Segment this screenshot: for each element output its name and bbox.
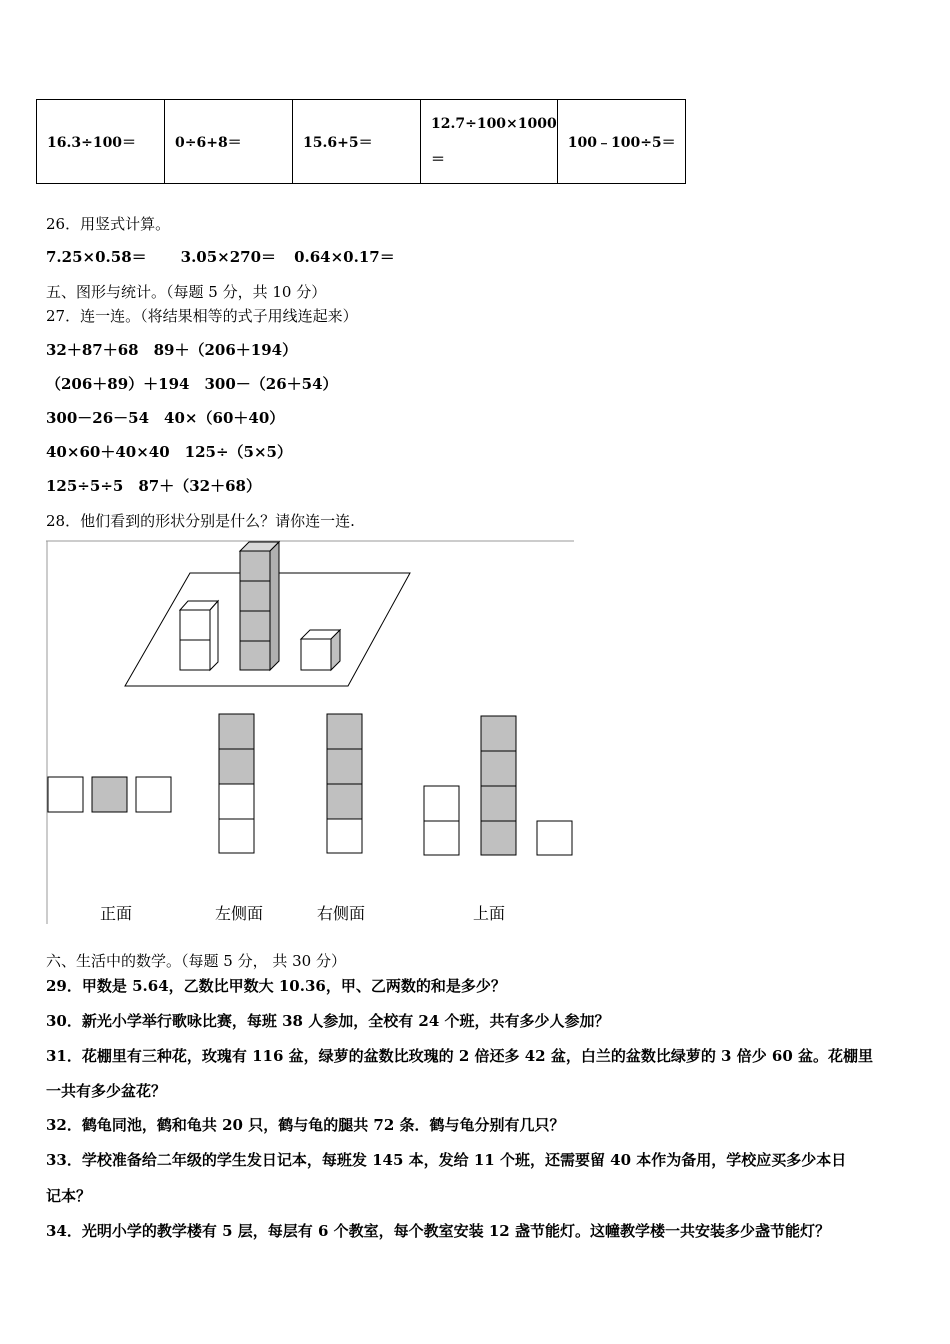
- section-6-heading: 六、生活中的数学。（每题 5 分， 共 30 分）: [46, 952, 346, 970]
- q31-line2: 一共有多少盆花？: [46, 1082, 167, 1100]
- q34: 34．光明小学的教学楼有 5 层，每层有 6 个教室，每个教室安装 12 盏节能灯。这幢教学楼一共安装多少盏节能灯？: [46, 1222, 830, 1240]
- q27-row-5: 125÷5÷5 87＋（32＋68）: [46, 477, 261, 495]
- q27-row-3: 300－26－54 40×（60＋40）: [46, 409, 285, 427]
- q26-item-2: 3.05×270＝: [180, 248, 277, 266]
- option-right-side-view: [327, 714, 362, 853]
- q29: 29．甲数是 5.64，乙数比甲数大 10.36，甲、乙两数的和是多少？: [46, 977, 506, 995]
- calc-cell-5: 100﹣100÷5＝: [557, 100, 685, 184]
- option-left-side-view: [219, 714, 254, 853]
- label-right-side: 右侧面: [317, 904, 366, 923]
- calc-cell-4-line1: 12.7÷100×1000: [431, 115, 557, 132]
- single-white-cube: [301, 630, 340, 670]
- q31-line1: 31．花棚里有三种花，玫瑰有 116 盆，绿萝的盆数比玫瑰的 2 倍还多 42 盆，白兰的盆数比绿萝的 3 倍少 60 盆。花棚里: [46, 1047, 874, 1065]
- q27-row-2: （206＋89）＋194 300－（26＋54）: [46, 375, 338, 393]
- q27-row-1: 32＋87＋68 89＋（206＋194）: [46, 341, 298, 359]
- calc-cell-4-line2: ＝: [431, 151, 445, 168]
- label-front: 正面: [100, 904, 133, 923]
- calculation-table: [36, 99, 686, 184]
- q28-title: 28．他们看到的形状分别是什么？请你连一连.: [46, 512, 355, 530]
- q30: 30．新光小学举行歌咏比赛，每班 38 人参加，全校有 24 个班，共有多少人参加？: [46, 1012, 610, 1030]
- calc-cell-3: 15.6+5＝: [293, 100, 421, 184]
- label-top: 上面: [473, 904, 506, 923]
- calc-cell-4: [421, 100, 558, 184]
- gray-cube-stack: [240, 542, 279, 670]
- q26-item-1: 7.25×0.58＝: [46, 248, 147, 266]
- q26-item-3: 0.64×0.17＝: [294, 248, 395, 266]
- q27-row-4: 40×60＋40×40 125÷（5×5）: [46, 443, 292, 461]
- cube-view-figure: [46, 540, 574, 924]
- q33-line2: 记本？: [46, 1187, 92, 1205]
- white-cube-stack: [180, 601, 218, 670]
- q26-title: 26．用竖式计算。: [46, 215, 171, 233]
- option-front-view: [48, 777, 171, 812]
- calc-cell-1: 16.3÷100＝: [37, 100, 165, 184]
- q33-line1: 33．学校准备给二年级的学生发日记本，每班发 145 本，发给 11 个班，还需要留 40 本作为备用，学校应买多少本日: [46, 1151, 847, 1169]
- option-top-view: [424, 716, 572, 855]
- calc-cell-2: 0÷6+8＝: [165, 100, 293, 184]
- q32: 32．鹤龟同池，鹤和龟共 20 只，鹤与龟的腿共 72 条．鹤与龟分别有几只？: [46, 1116, 565, 1134]
- label-left-side: 左侧面: [215, 904, 264, 923]
- q27-title: 27．连一连。（将结果相等的式子用线连起来）: [46, 307, 358, 325]
- q26-items: [46, 246, 395, 267]
- section-5-heading: 五、图形与统计。（每题 5 分，共 10 分）: [46, 283, 327, 301]
